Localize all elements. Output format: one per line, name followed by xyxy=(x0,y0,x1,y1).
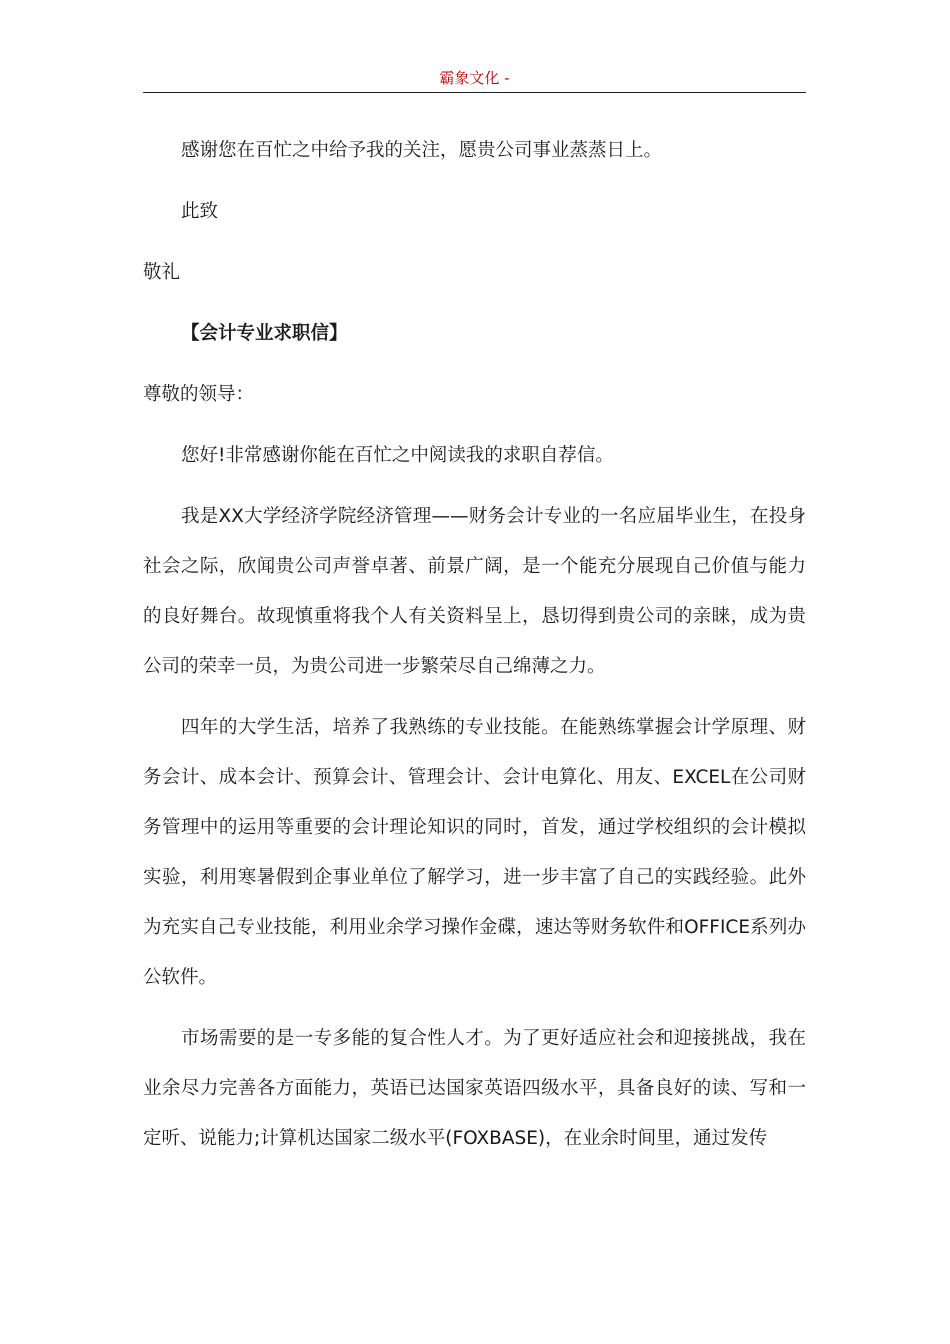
letter-opening: 您好!非常感谢你能在百忙之中阅读我的求职自荐信。 xyxy=(181,445,614,466)
letter-greeting: 尊敬的领导： xyxy=(143,384,255,405)
letter-skills-paragraph: 四年的大学生活，培养了我熟练的专业技能。在能熟练掌握会计学原理、财务会计、成本会计、预算会计、管理会计、会计电算化、用友、EXCEL在公司财务管理中的运用等重要的会计理论知识的同时，首发，通过学校组织的会计模拟实验，利用寒暑假到企事业单位了解学习，进一步丰富了自己的实践经验。此外为充实自己专业技能，利用业余学习操作金碟，速达等财务软件和OFFICE系列办公软件。 xyxy=(143,717,806,988)
document-body xyxy=(143,126,806,1164)
letter-abilities-paragraph: 市场需要的是一专多能的复合性人才。为了更好适应社会和迎接挑战，我在业余尽力完善各方面能力，英语已达国家英语四级水平，具备良好的读、写和一定听、说能力;计算机达国家二级水平(FOXBASE)，在业余时间里，通过发传 xyxy=(143,1028,806,1149)
section-heading: 【会计专业求职信】 xyxy=(181,323,348,344)
letter-intro-paragraph: 我是XX大学经济学院经济管理——财务会计专业的一名应届毕业生，在投身社会之际，欣闻贵公司声誉卓著、前景广阔，是一个能充分展现自己价值与能力的良好舞台。故现慎重将我个人有关资料呈上，恳切得到贵公司的亲睐，成为贵公司的荣幸一员，为贵公司进一步繁荣尽自己绵薄之力。 xyxy=(143,506,806,677)
page-header xyxy=(143,66,806,93)
closing-salutation: 此致 xyxy=(181,201,219,222)
closing-regards: 敬礼 xyxy=(143,262,181,283)
header-text: 霸象文化 - xyxy=(439,69,510,87)
closing-thanks: 感谢您在百忙之中给予我的关注，愿贵公司事业蒸蒸日上。 xyxy=(181,140,663,161)
